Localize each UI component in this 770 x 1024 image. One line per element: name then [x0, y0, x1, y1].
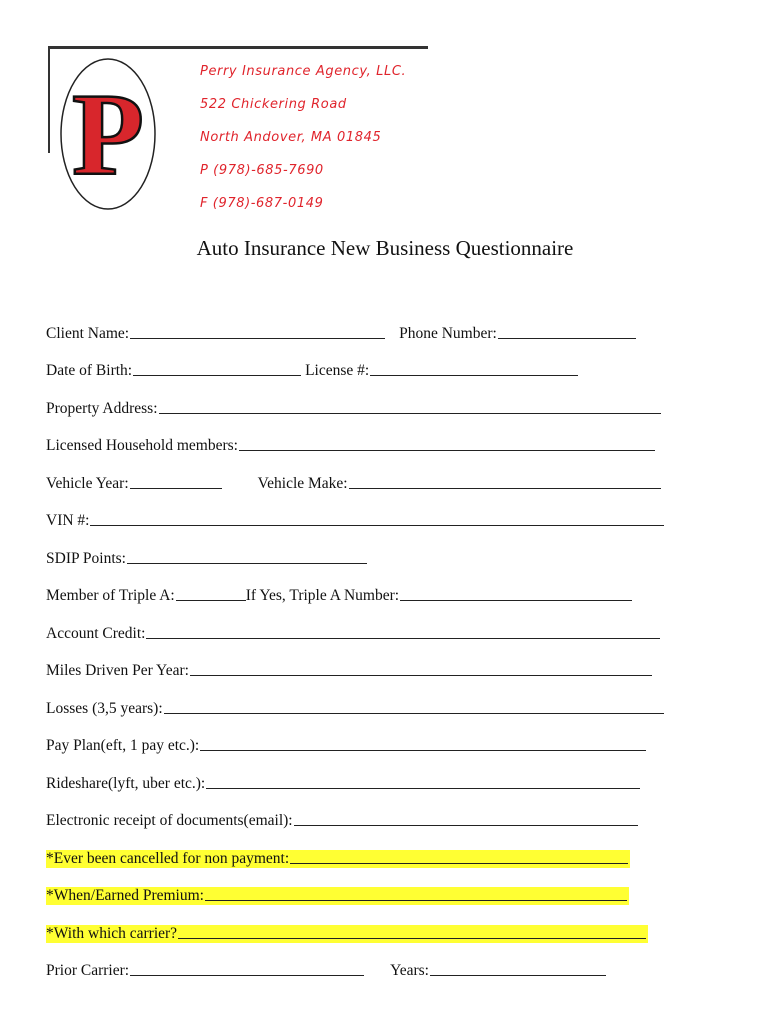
- client-name-field[interactable]: [46, 325, 385, 343]
- miles-driven-line[interactable]: [190, 674, 652, 676]
- form-row: [46, 465, 726, 503]
- phone-number-label: Phone Number:: [399, 324, 497, 342]
- electronic-receipt-line[interactable]: [294, 824, 638, 826]
- form-row: [46, 728, 726, 766]
- agency-phone: P (978)-685-7690: [200, 163, 324, 178]
- form-row: [46, 840, 726, 878]
- page-title: Auto Insurance New Business Questionnaire: [196, 236, 574, 260]
- prior-carrier-label: Prior Carrier:: [46, 962, 130, 980]
- years-label: Years:: [390, 962, 429, 980]
- pay-plan-line[interactable]: [200, 749, 646, 751]
- household-members-label: Licensed Household members:: [46, 437, 238, 455]
- form-row: [46, 503, 726, 541]
- client-name-label: Client Name:: [46, 324, 130, 342]
- electronic-receipt-label: Electronic receipt of documents(email):: [46, 812, 293, 830]
- agency-name: Perry Insurance Agency, LLC.: [200, 64, 407, 79]
- account-credit-label: Account Credit:: [46, 624, 146, 642]
- electronic-receipt-field[interactable]: [46, 812, 638, 830]
- agency-info: [200, 62, 500, 227]
- miles-driven-label: Miles Driven Per Year:: [46, 662, 189, 680]
- account-credit-line[interactable]: [146, 637, 660, 639]
- sdip-points-line[interactable]: [127, 562, 367, 564]
- property-address-line[interactable]: [159, 412, 661, 414]
- form-row: [46, 803, 726, 841]
- sdip-points-label: SDIP Points:: [46, 549, 126, 567]
- form-row: [46, 353, 726, 391]
- vehicle-make-label: Vehicle Make:: [257, 474, 348, 492]
- questionnaire-form: [46, 315, 726, 990]
- prior-carrier-field[interactable]: [46, 962, 364, 980]
- form-row: [46, 578, 726, 616]
- triple-a-number-label: If Yes, Triple A Number:: [245, 587, 400, 605]
- household-members-field[interactable]: [46, 437, 655, 455]
- which-carrier-line[interactable]: [178, 937, 646, 939]
- agency-city: North Andover, MA 01845: [200, 130, 382, 145]
- vehicle-year-label: Vehicle Year:: [46, 474, 129, 492]
- property-address-label: Property Address:: [46, 399, 158, 417]
- form-row: [46, 428, 726, 466]
- date-of-birth-line[interactable]: [133, 374, 301, 376]
- vin-label: VIN #:: [46, 512, 90, 530]
- vehicle-year-field[interactable]: [46, 475, 222, 493]
- form-row: [46, 953, 726, 991]
- vehicle-year-line[interactable]: [130, 487, 222, 489]
- rideshare-field[interactable]: [46, 775, 640, 793]
- form-row: [46, 653, 726, 691]
- vehicle-make-line[interactable]: [349, 487, 661, 489]
- logo-letter: P: [71, 69, 145, 200]
- account-credit-field[interactable]: [46, 625, 660, 643]
- date-of-birth-field[interactable]: [46, 362, 301, 380]
- form-row: [46, 765, 726, 803]
- form-row: [46, 615, 726, 653]
- pay-plan-label: Pay Plan(eft, 1 pay etc.):: [46, 737, 200, 755]
- which-carrier-field[interactable]: [46, 925, 648, 943]
- vehicle-make-field[interactable]: [258, 475, 661, 493]
- rideshare-label: Rideshare(lyft, uber etc.):: [46, 774, 206, 792]
- form-row: [46, 315, 726, 353]
- license-line[interactable]: [370, 374, 578, 376]
- date-of-birth-label: Date of Birth:: [46, 362, 133, 380]
- when-earned-field[interactable]: [46, 887, 629, 905]
- losses-line[interactable]: [164, 712, 664, 714]
- form-row: [46, 690, 726, 728]
- cancelled-label: *Ever been cancelled for non payment:: [46, 849, 290, 867]
- triple-a-member-line[interactable]: [176, 599, 246, 601]
- triple-a-number-field[interactable]: [246, 587, 632, 605]
- household-members-line[interactable]: [239, 449, 655, 451]
- cancelled-line[interactable]: [290, 862, 628, 864]
- years-field[interactable]: [390, 962, 606, 980]
- sdip-points-field[interactable]: [46, 550, 367, 568]
- which-carrier-label: *With which carrier?: [46, 924, 178, 942]
- agency-fax: F (978)-687-0149: [200, 196, 324, 211]
- cancelled-field[interactable]: [46, 850, 630, 868]
- agency-address: 522 Chickering Road: [200, 97, 347, 112]
- when-earned-line[interactable]: [205, 899, 627, 901]
- losses-field[interactable]: [46, 700, 664, 718]
- agency-logo: [58, 56, 158, 212]
- phone-number-line[interactable]: [498, 337, 636, 339]
- miles-driven-field[interactable]: [46, 662, 652, 680]
- vin-line[interactable]: [90, 524, 664, 526]
- form-row: [46, 390, 726, 428]
- triple-a-number-line[interactable]: [400, 599, 632, 601]
- license-field[interactable]: [305, 362, 578, 380]
- vin-field[interactable]: [46, 512, 664, 530]
- form-row: [46, 878, 726, 916]
- pay-plan-field[interactable]: [46, 737, 646, 755]
- form-row: [46, 540, 726, 578]
- prior-carrier-line[interactable]: [130, 974, 364, 976]
- form-row: [46, 915, 726, 953]
- license-label: License #:: [305, 362, 370, 380]
- when-earned-label: *When/Earned Premium:: [46, 887, 204, 905]
- rideshare-line[interactable]: [206, 787, 640, 789]
- property-address-field[interactable]: [46, 400, 661, 418]
- losses-label: Losses (3,5 years):: [46, 699, 163, 717]
- years-line[interactable]: [430, 974, 606, 976]
- triple-a-member-field[interactable]: [46, 587, 246, 605]
- phone-number-field[interactable]: [399, 325, 636, 343]
- client-name-line[interactable]: [130, 337, 385, 339]
- triple-a-member-label: Member of Triple A:: [46, 587, 175, 605]
